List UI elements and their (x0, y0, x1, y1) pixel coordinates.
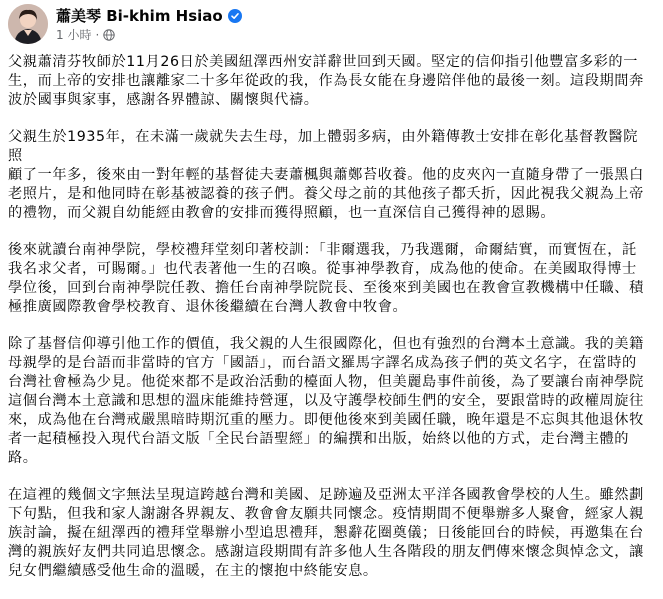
author-name[interactable]: 蕭美琴 Bi-khim Hsiao (56, 7, 223, 25)
avatar-image (8, 4, 48, 44)
verified-badge-icon (228, 9, 242, 23)
avatar[interactable] (8, 4, 48, 44)
post-body (8, 53, 648, 599)
author-row (56, 5, 242, 26)
post-paragraph: 除了基督信仰導引他工作的價值，我父親的人生很國際化，但也有強烈的台灣本土意識。我的美籍 母親學的是台語而非當時的官方「國語」，而台語文羅馬字譯名成為孩子們的英文名字，在當時的 台灣社會極為少見。他從來都不是政治活動的檯面人物，但美麗島事件前後，為了要讓台南神學院 這個台灣本土意識和思想的溫床能維持營運，以及守護學校師生們的安全，要跟當時的政權周旋往 來，成為他在台灣戒嚴黑暗時期沉重的壓力。即便他後來到美國任職，晚年還是不忘與其他退休牧 者一起積極投入現代台語文版「全民台語聖經」的編撰和出版，始終以他的方式，走台灣主體的 路。 (8, 336, 644, 466)
post-timestamp[interactable]: 1 小時 (56, 28, 92, 42)
post-paragraph: 在這裡的幾個文字無法呈現這跨越台灣和美國、足跡遍及亞洲太平洋各國教會學校的人生。雖然劃 下句點，但我和家人謝謝各界親友、教會會友願共同懷念。疫情期間不便舉辦多人聚會，經家人親 族討論，擬在紐澤西的禮拜堂舉辦小型追思禮拜，懇辭花圈奠儀；日後能回台的時候，再邀集在台 灣的親族好友們共同追思懷念。感謝這段期間有許多他人生各階段的朋友們傳來懷念與悼念文，讓 兒女們繼續感受他生命的溫暖，在主的懷抱中終能安息。 (8, 487, 644, 579)
meta-separator: · (95, 27, 100, 42)
post-meta (56, 26, 115, 43)
post-header (8, 2, 648, 48)
post-paragraph: 父親生於1935年，在未滿一歲就失去生母，加上體弱多病，由外籍傳教士安排在彰化基督教醫院照 顧了一年多，後來由一對年輕的基督徒夫妻蕭楓與蕭鄭苔收養。他的皮夾內一直隨身帶了一張黑白 老照片，是和他同時在彰基被認養的孩子們。養父母之前的其他孩子都夭折，因此視我父親為上帝 的禮物，而父親自幼能經由教會的安排而獲得照顧，也一直深信自己獲得神的恩賜。 (8, 129, 644, 221)
globe-icon (103, 29, 115, 41)
post-paragraph: 後來就讀台南神學院，學校禮拜堂刻印著校訓：「非爾選我，乃我選爾，命爾結實，而實恆在，託 我名求父者，可賜爾。」也代表著他一生的召喚。從事神學教育，成為他的使命。在美國取得博士 學位後，回到台南神學院任教、擔任台南神學院院長、至後來到美國也在教會宣教機構中任職、積 極推廣國際教會學校教育、退休後繼續在台灣人教會中牧會。 (8, 242, 644, 315)
post-paragraph: 父親蕭清芬牧師於11月26日於美國紐澤西州安詳辭世回到天國。堅定的信仰指引他豐富多彩的一 生，而上帝的安排也讓離家二十多年從政的我，作為長女能在身邊陪伴他的最後一刻。這段期間奔 波於國事與家事，感謝各界體諒、關懷與代禱。 (8, 54, 644, 108)
